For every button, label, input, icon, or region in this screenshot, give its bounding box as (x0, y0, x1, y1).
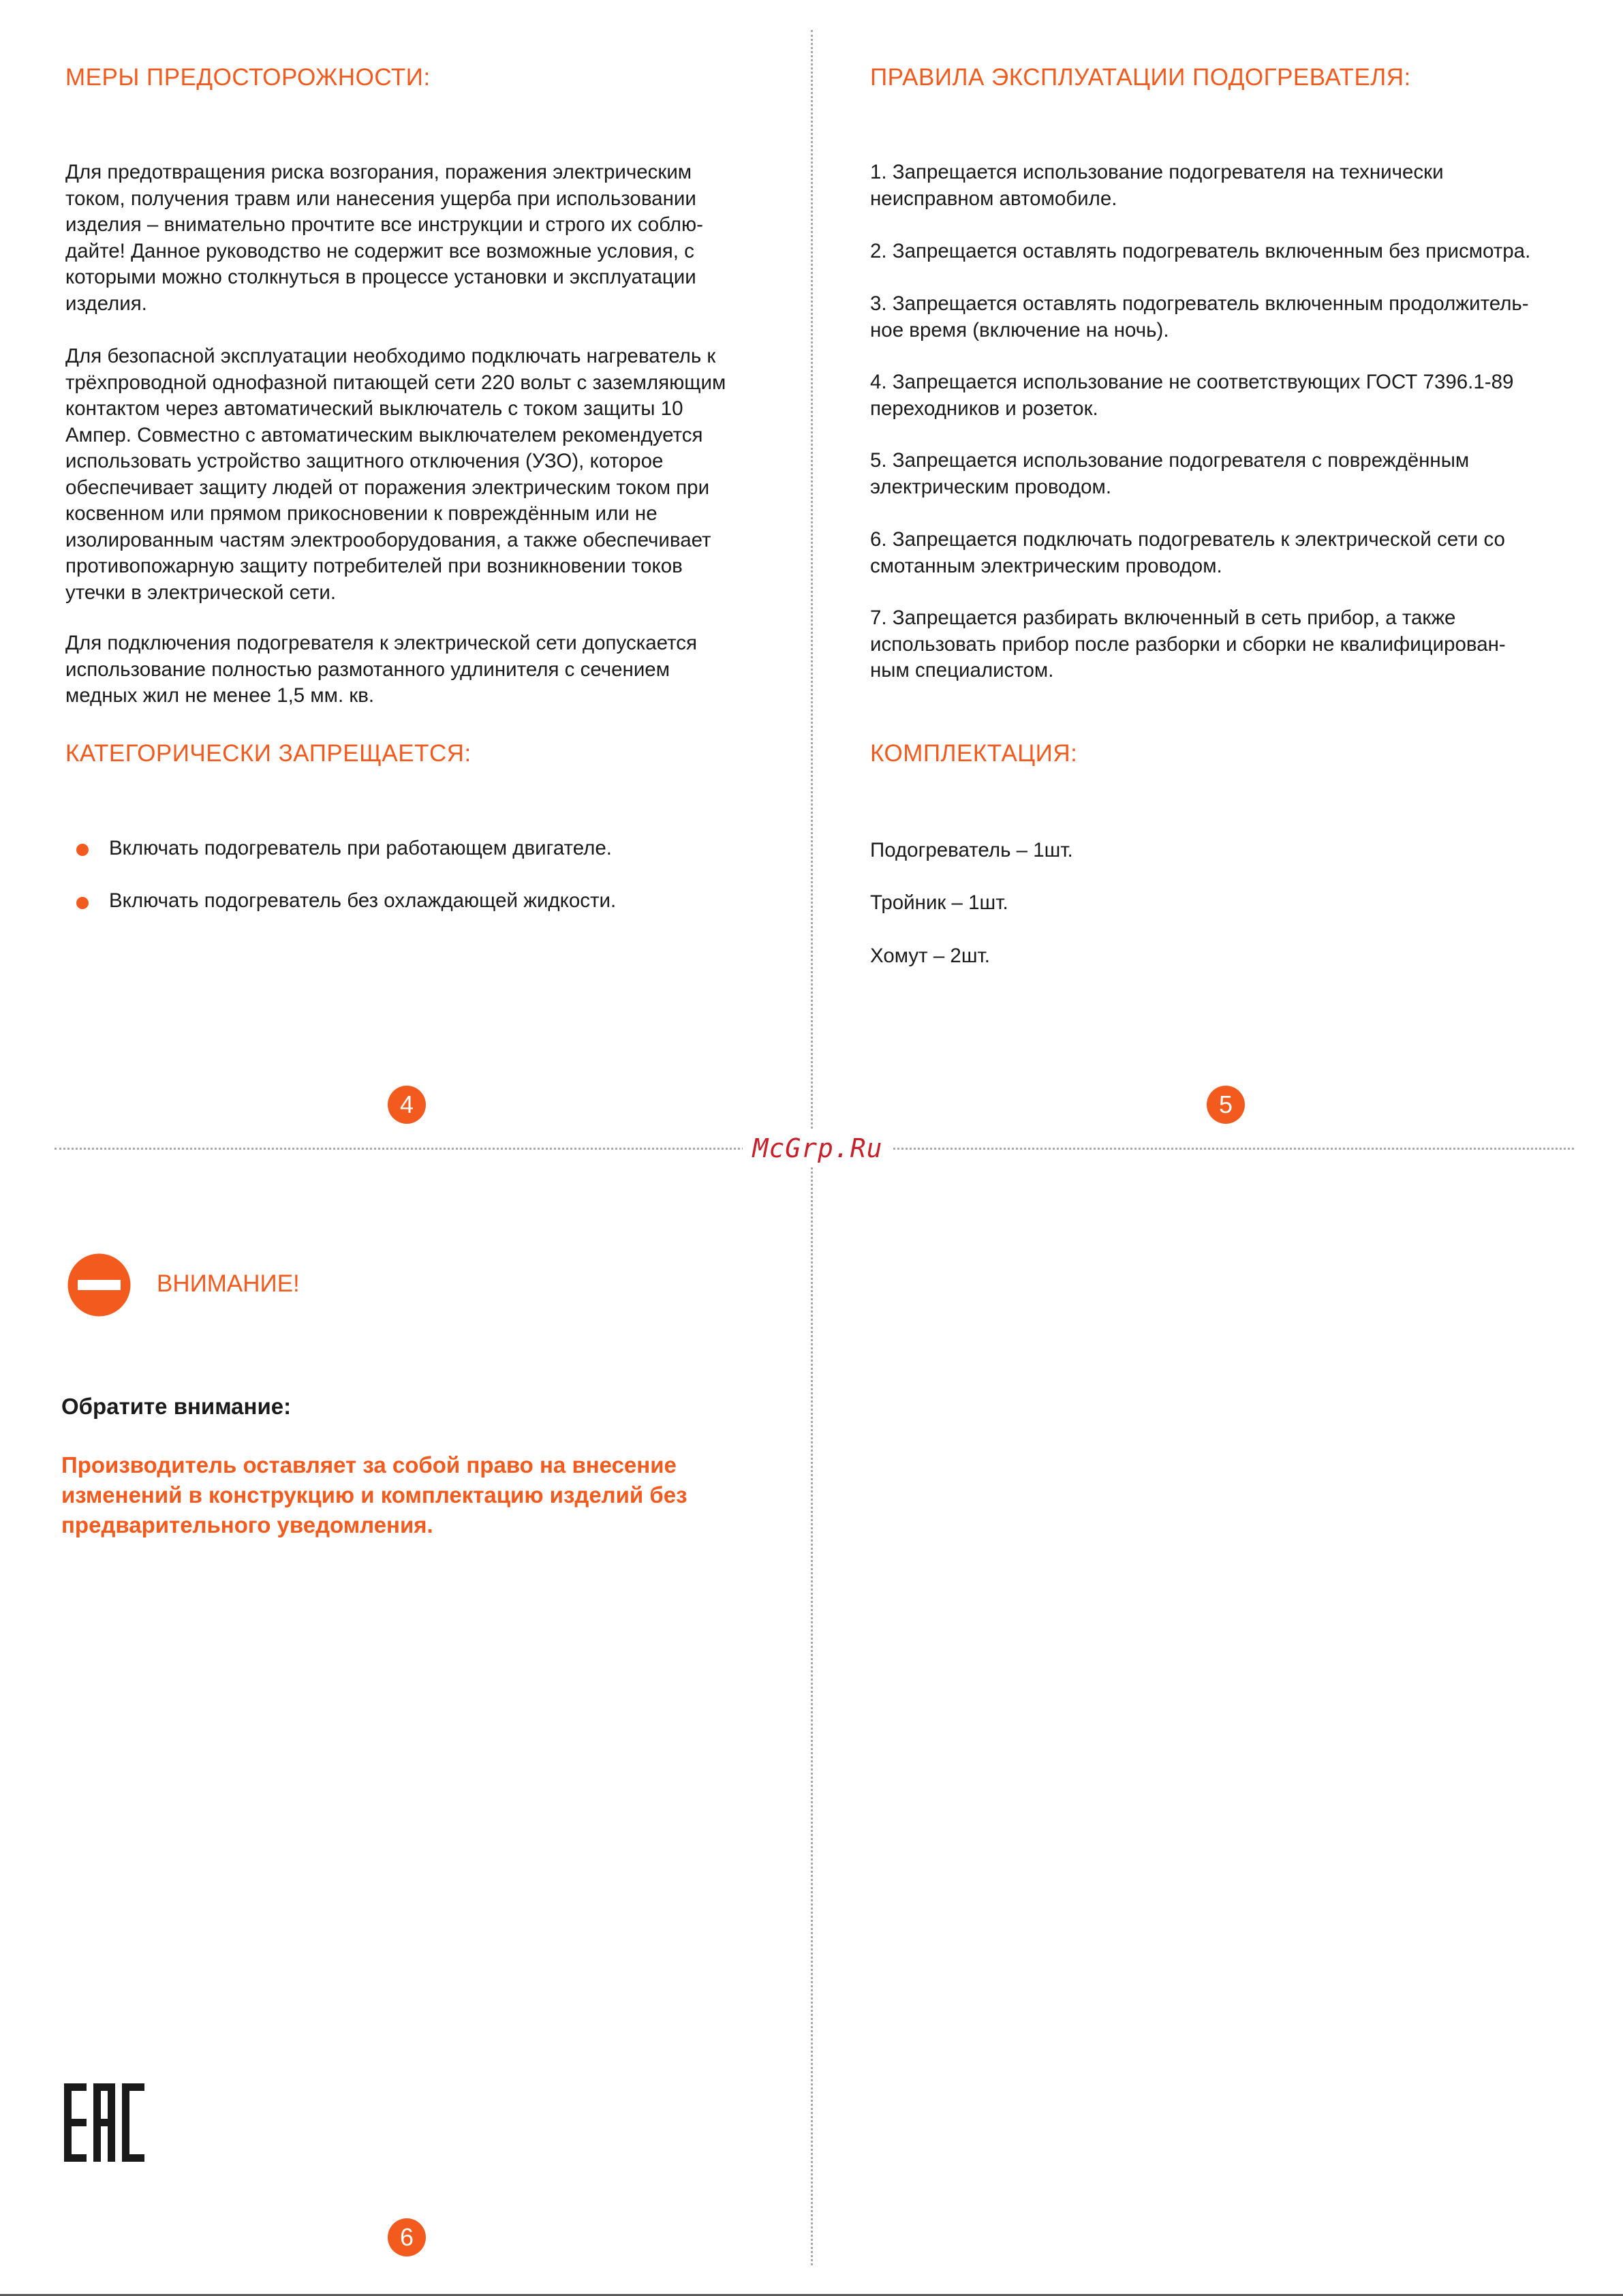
precautions-paragraph-3: Для подключения подогревателя к электрической сети допускается использование полностью размотанного удлинителя с сечением медных жил не менее 1,5 мм. кв. (65, 632, 697, 707)
rule-item: 3. Запрещается оставлять подогреватель включенным продолжитель- ное время (включение на ночь). (870, 292, 1529, 341)
rules-heading: ПРАВИЛА ЭКСПЛУАТАЦИИ ПОДОГРЕВАТЕЛЯ: (870, 64, 1411, 91)
rule-item: 2. Запрещается оставлять подогреватель включенным без присмотра. (870, 240, 1531, 262)
precautions-paragraph-1: Для предотвращения риска возгорания, поражения электрическим током, получения травм или нанесения ущерба при использовании изделия – внимательно прочтите все инструкции и строго их соблю- дайте! Данное руководство не содержит все возможные условия, с которыми можно столкнуться в процессе установки и эксплуатации изделия. (65, 161, 703, 315)
kit-item: Хомут – 2шт. (870, 945, 990, 967)
watermark: McGrp.Ru (743, 1129, 893, 1167)
no-entry-icon (67, 1253, 132, 1317)
kit-item: Тройник – 1шт. (870, 891, 1008, 914)
rule-item: 7. Запрещается разбирать включенный в сеть прибор, а также использовать прибор после разборки и сборки не квалифицирован- ным специалистом. (870, 607, 1506, 682)
attention-label: ВНИМАНИЕ! (157, 1270, 300, 1297)
rule-item: 4. Запрещается использование не соответствующих ГОСТ 7396.1-89 переходников и розеток. (870, 371, 1514, 420)
kit-item: Подогреватель – 1шт. (870, 839, 1073, 861)
bullet-icon (76, 897, 89, 909)
note-heading: Обратите внимание: (61, 1394, 292, 1419)
page-number-5: 5 (1207, 1086, 1245, 1124)
rule-item: 6. Запрещается подключать подогреватель к электрической сети со смотанным электрическим проводом. (870, 528, 1505, 577)
bullet-icon (76, 844, 89, 856)
prohibited-item: Включать подогреватель при работающем двигателе. (109, 837, 612, 859)
prohibited-item: Включать подогреватель без охлаждающей жидкости. (109, 889, 617, 912)
precautions-paragraph-2: Для безопасной эксплуатации необходимо подключать нагреватель к трёхпроводной однофазной питающей сети 220 вольт с заземляющим контактом через автоматический выключатель с током защиты 10 Ампер. Совместно с автоматическим выключателем рекомендуется использовать устройство защитного отключения (УЗО), которое обеспечивает защиту людей от поражения электрическим током при косвенном или прямом прикосновении к повреждённым или не изолированным частям электрооборудования, а также обеспечивает противопожарную защиту потребителей при возникновении токов утечки в электрической сети. (65, 345, 726, 604)
page-number-6: 6 (388, 2218, 426, 2256)
eac-logo (64, 2083, 144, 2162)
rule-item: 5. Запрещается использование подогревателя с повреждённым электрическим проводом. (870, 449, 1470, 498)
note-text: Производитель оставляет за собой право на внесение изменений в конструкцию и комплектацию изделий без предварительного уведомления. (61, 1452, 687, 1537)
kit-heading: КОМПЛЕКТАЦИЯ: (870, 740, 1078, 767)
prohibited-heading: КАТЕГОРИЧЕСКИ ЗАПРЕЩАЕТСЯ: (65, 740, 472, 767)
page-number-4: 4 (388, 1086, 426, 1124)
rule-item: 1. Запрещается использование подогревателя на технически неисправном автомобиле. (870, 161, 1444, 210)
precautions-heading: МЕРЫ ПРЕДОСТОРОЖНОСТИ: (65, 64, 431, 91)
